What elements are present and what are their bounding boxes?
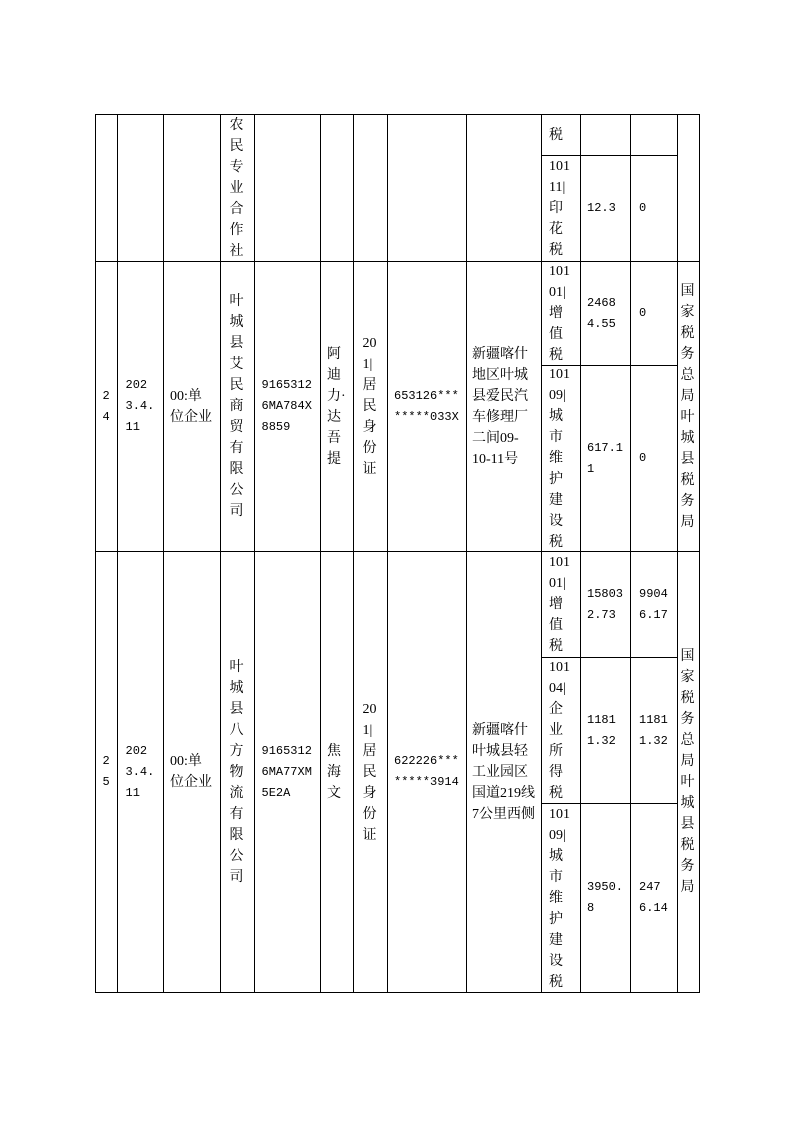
row-25-tax-2-amount-2-cell xyxy=(630,657,677,803)
row-25-tax-1-amount: 158032.73 xyxy=(587,586,624,622)
row-25-taxpayer-name: 叶城县八方物流有限公司 xyxy=(229,659,244,885)
row-24-address: 新疆喀什地区叶城县爱民汽车修理厂二间09-10-11号 xyxy=(472,346,528,467)
row-25-tax-2-item: 10104|企业所得税 xyxy=(549,660,570,801)
tax-record-table xyxy=(95,114,700,993)
row-25-id-number: 622226********3914 xyxy=(394,754,459,789)
row-25-taxpayer-type-cell xyxy=(163,551,220,992)
row-25-address-cell xyxy=(466,551,541,992)
row-24-date: 2023.4.11 xyxy=(125,378,155,434)
row-cont-taxpayer-name: 农民专业合作社 xyxy=(229,117,244,259)
row-24-legal-rep-cell xyxy=(320,261,353,551)
row-25-date: 2023.4.11 xyxy=(125,743,155,800)
row-cont-tax-2-amount-cell xyxy=(580,155,630,261)
row-24-taxpayer-name-cell xyxy=(220,261,254,551)
row-25-tax-3-amount-2: 2476.14 xyxy=(639,880,668,915)
row-24-taxpayer-type: 00:单位企业 xyxy=(170,388,212,425)
row-25-tax-3-item: 10109|城市维护建设税 xyxy=(549,806,570,990)
row-25-authority-cell xyxy=(677,551,699,992)
row-24-tax-1-item-cell xyxy=(541,261,580,365)
row-24-tax-1-amount: 24684.55 xyxy=(587,295,616,331)
row-24-address-cell xyxy=(466,261,541,551)
row-cont-tax-1-item-cell xyxy=(541,114,580,155)
row-24-no: 24 xyxy=(102,388,110,424)
row-cont-tax-2-item: 10111|印花税 xyxy=(549,159,570,258)
row-24-tax-2-amount-2: 0 xyxy=(639,451,647,465)
row-24-tax-2-amount-2-cell xyxy=(630,365,677,551)
row-25-credit-code: 91653126MA77XM5E2A xyxy=(261,743,312,800)
row-24-tax-2-item-cell xyxy=(541,365,580,551)
row-24-taxpayer-name: 叶城县艾民商贸有限公司 xyxy=(229,294,244,519)
row-25-credit-code-cell xyxy=(254,551,320,992)
row-25-tax-1-item-cell xyxy=(541,551,580,657)
row-25-tax-2-amount-cell xyxy=(580,657,630,803)
row-24-authority: 国家税务总局叶城县税务局 xyxy=(680,283,695,530)
row-cont-tax-2-amount-2-cell xyxy=(630,155,677,261)
row-25-tax-1-item: 10101|增值税 xyxy=(549,555,570,654)
row-25-legal-rep: 焦海文 xyxy=(327,743,341,801)
row-25-no-cell xyxy=(95,551,117,992)
row-25-tax-3-amount-cell xyxy=(580,803,630,992)
row-25-tax-2-amount: 11811.32 xyxy=(587,712,616,748)
row-24-tax-2-amount-cell xyxy=(580,365,630,551)
row-24-no-cell xyxy=(95,261,117,551)
row-cont-taxpayer-name-cell xyxy=(220,114,254,261)
row-cont-credit-code-cell xyxy=(254,114,320,261)
row-24-authority-cell xyxy=(677,261,699,551)
row-24-credit-code-cell xyxy=(254,261,320,551)
row-25-tax-1-amount-cell xyxy=(580,551,630,657)
row-24-tax-2-item: 10109|城市维护建设税 xyxy=(549,367,570,550)
row-cont-taxpayer-type-cell xyxy=(163,114,220,261)
row-25-id-number-cell xyxy=(387,551,466,992)
row-24-id-type-cell xyxy=(353,261,387,551)
row-24-id-number-cell xyxy=(387,261,466,551)
row-25-no: 25 xyxy=(102,754,110,789)
row-25-tax-3-amount: 3950.8 xyxy=(587,880,624,915)
row-25-id-type: 201|居民身份证 xyxy=(362,701,377,843)
row-24-id-number: 653126********033X xyxy=(394,388,459,424)
row-25-tax-3-amount-2-cell xyxy=(630,803,677,992)
row-25-legal-rep-cell xyxy=(320,551,353,992)
row-25-taxpayer-name-cell xyxy=(220,551,254,992)
row-24-id-type: 201|居民身份证 xyxy=(362,336,377,477)
row-cont-legal-rep-cell xyxy=(320,114,353,261)
row-25-authority: 国家税务总局叶城县税务局 xyxy=(680,649,695,895)
row-cont-tax-1-item: 税 xyxy=(549,127,563,143)
row-cont-id-type-cell xyxy=(353,114,387,261)
row-cont-tax-1-amount-2-cell xyxy=(630,114,677,155)
row-cont-tax-2-item-cell xyxy=(541,155,580,261)
row-cont-id-number-cell xyxy=(387,114,466,261)
row-24-tax-1-item: 10101|增值税 xyxy=(549,264,570,363)
row-25-tax-2-item-cell xyxy=(541,657,580,803)
row-25-tax-1-amount-2: 99046.17 xyxy=(639,586,668,622)
row-25-tax-3-item-cell xyxy=(541,803,580,992)
row-cont-address-cell xyxy=(466,114,541,261)
row-24-tax-2-amount: 617.11 xyxy=(587,440,624,476)
row-24-taxpayer-type-cell xyxy=(163,261,220,551)
row-25-tax-2-amount-2: 11811.32 xyxy=(639,712,668,748)
row-25-taxpayer-type: 00:单位企业 xyxy=(170,754,212,790)
row-cont-tax-2-amount: 12.3 xyxy=(587,201,616,215)
row-25-address: 新疆喀什叶城县轻工业园区国道219线7公里西侧 xyxy=(472,722,535,822)
row-24-credit-code: 91653126MA784X8859 xyxy=(261,378,312,434)
row-24-date-cell xyxy=(117,261,163,551)
row-24-tax-1-amount-cell xyxy=(580,261,630,365)
row-cont-authority-cell xyxy=(677,114,699,261)
row-25-tax-1-amount-2-cell xyxy=(630,551,677,657)
row-24-tax-1-amount-2: 0 xyxy=(639,306,647,320)
row-25-date-cell xyxy=(117,551,163,992)
row-25-id-type-cell xyxy=(353,551,387,992)
row-cont-tax-1-amount-cell xyxy=(580,114,630,155)
row-cont-date-cell xyxy=(117,114,163,261)
row-cont-tax-2-amount-2: 0 xyxy=(639,201,647,215)
row-24-legal-rep: 阿迪力·达吾提 xyxy=(327,346,346,467)
row-24-tax-1-amount-2-cell xyxy=(630,261,677,365)
row-cont-no-cell xyxy=(95,114,117,261)
